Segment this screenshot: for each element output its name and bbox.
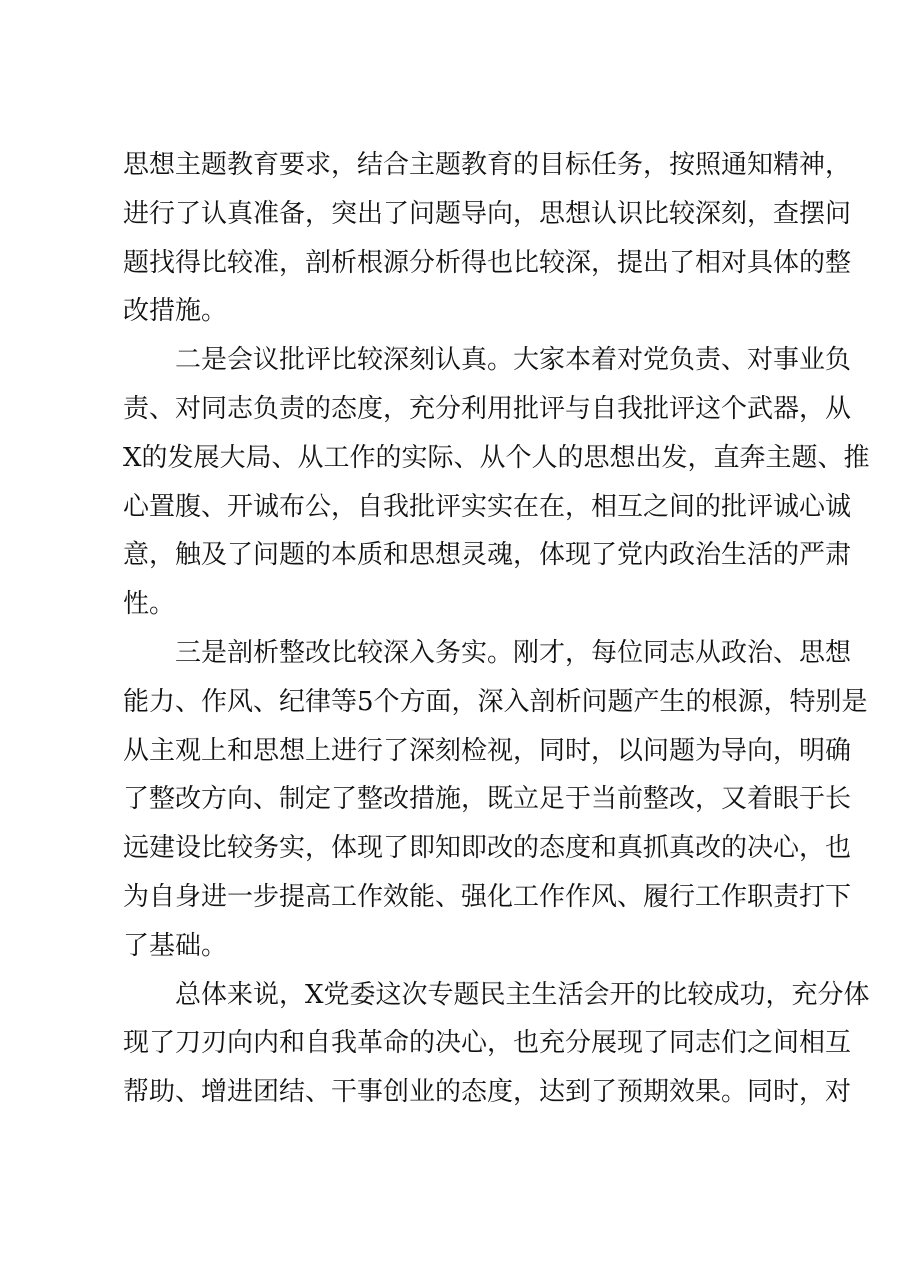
paragraph-2-line-6: 性。 bbox=[123, 589, 176, 620]
paragraph-2-line-2: 责、对同志负责的态度，充分利用批评与自我批评这个武器，从 bbox=[123, 393, 852, 424]
paragraph-3-line-3: 从主观上和思想上进行了深刻检视，同时，以问题为导向，明确 bbox=[123, 735, 852, 766]
paragraph-2-line-4: 心置腹、开诚布公，自我批评实实在在，相互之间的批评诚心诚 bbox=[123, 491, 852, 522]
document-body bbox=[123, 141, 870, 1117]
paragraph-1-line-4: 改措施。 bbox=[123, 296, 228, 327]
paragraph-1-line-2: 进行了认真准备，突出了问题导向，思想认识比较深刻，查摆问 bbox=[123, 198, 852, 229]
paragraph-3-line-2: 能力、作风、纪律等5个方面，深入剖析问题产生的根源，特别是 bbox=[123, 686, 868, 717]
paragraph-2-line-5: 意，触及了问题的本质和思想灵魂，体现了党内政治生活的严肃 bbox=[123, 540, 852, 571]
paragraph-1-line-3: 题找得比较准，剖析根源分析得也比较深，提出了相对具体的整 bbox=[123, 247, 852, 278]
paragraph-3-line-6: 为自身进一步提高工作效能、强化工作作风、履行工作职责打下 bbox=[123, 881, 852, 912]
paragraph-3-line-4: 了整改方向、制定了整改措施，既立足于当前整改，又着眼于长 bbox=[123, 784, 852, 815]
paragraph-4-line-1: 总体来说，X党委这次专题民主生活会开的比较成功，充分体 bbox=[175, 979, 870, 1010]
paragraph-1-line-1: 思想主题教育要求，结合主题教育的目标任务，按照通知精神， bbox=[123, 150, 852, 180]
paragraph-2-line-3: X的发展大局、从工作的实际、从个人的思想出发，直奔主题、推 bbox=[123, 442, 870, 473]
paragraph-3-line-1: 三是剖析整改比较深入务实。刚才，每位同志从政治、思想 bbox=[175, 637, 852, 668]
paragraph-4-line-3: 帮助、增进团结、干事创业的态度，达到了预期效果。同时，对 bbox=[123, 1077, 852, 1108]
paragraph-4-line-2: 现了刀刃向内和自我革命的决心，也充分展现了同志们之间相互 bbox=[123, 1028, 852, 1059]
paragraph-2-line-1: 二是会议批评比较深刻认真。大家本着对党负责、对事业负 bbox=[175, 345, 852, 376]
paragraph-3-line-7: 了基础。 bbox=[123, 930, 228, 961]
paragraph-3-line-5: 远建设比较务实，体现了即知即改的态度和真抓真改的决心，也 bbox=[123, 833, 852, 864]
